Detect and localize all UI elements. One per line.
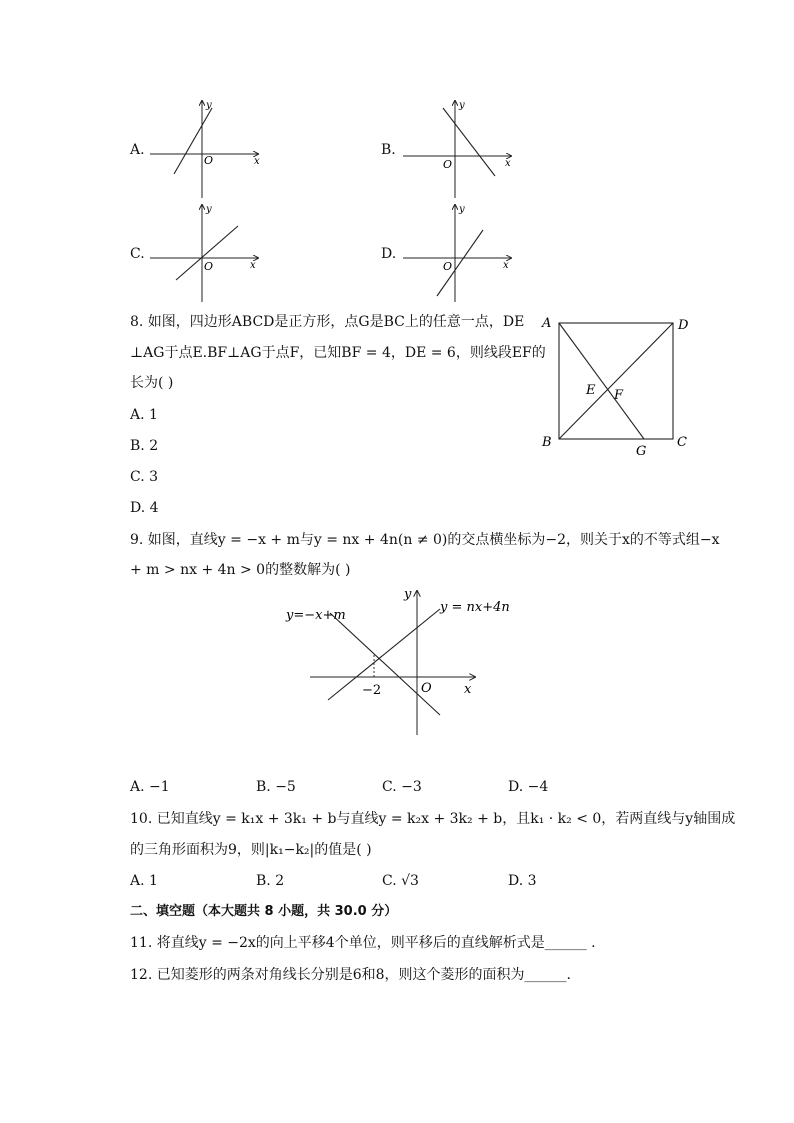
vertex-d-label: D	[678, 318, 689, 333]
y-label: y	[404, 587, 412, 602]
q12-text: 12. 已知菱形的两条对角线长分别是6和8，则这个菱形的面积为______.	[130, 967, 571, 983]
y-label: y	[459, 100, 465, 111]
graph-d	[403, 200, 523, 304]
point-e-label: E	[586, 383, 596, 398]
point-g-label: G	[636, 444, 647, 459]
q8-line-2: ⊥AG于点E.BF⊥AG于点F，已知BF = 4，DE = 6，则线段EF的	[130, 345, 546, 361]
graph-b	[403, 96, 523, 200]
q10-line-1: 10. 已知直线y = k₁x + 3k₁ + b与直线y = k₂x + 3k₂ + b，且k₁ · k₂ < 0，若两直线与y轴围成	[130, 811, 736, 827]
q8-option-a: A. 1	[130, 407, 158, 423]
line-neg-x-plus-m	[330, 613, 440, 715]
vertex-b-label: B	[542, 435, 552, 450]
q8-option-b: B. 2	[130, 438, 159, 454]
q9-line-1: 9. 如图，直线y = −x + m与y = nx + 4n(n ≠ 0)的交点横坐标为−2，则关于x的不等式组−x	[130, 532, 720, 548]
square-figure	[538, 310, 698, 460]
q10-option-b: B. 2	[256, 873, 285, 889]
vertex-a-label: A	[542, 316, 552, 331]
q10-option-a: A. 1	[130, 873, 158, 889]
x-label: x	[250, 260, 256, 271]
q9-option-d: D. −4	[508, 779, 549, 795]
origin-label: O	[443, 158, 453, 171]
tick-label: −2	[362, 683, 382, 698]
x-label: x	[464, 682, 472, 697]
q9-option-c: C. −3	[382, 779, 422, 795]
q8-line-1: 8. 如图，四边形ABCD是正方形，点G是BC上的任意一点，DE	[130, 314, 525, 330]
x-label: x	[503, 260, 509, 271]
q10-option-d: D. 3	[508, 873, 537, 889]
section-heading: 二、填空题（本大题共 8 小题，共 30.0 分）	[130, 904, 398, 919]
line2-label: y = nx+4n	[440, 600, 510, 615]
x-label: x	[505, 158, 511, 169]
segment-ag	[559, 323, 644, 439]
origin-label: O	[204, 154, 214, 167]
y-label: y	[459, 204, 465, 215]
option-b-label: B.	[381, 142, 396, 158]
y-label: y	[206, 100, 212, 111]
q8-option-c: C. 3	[130, 469, 159, 485]
option-d-label: D.	[381, 246, 397, 262]
vertex-c-label: C	[677, 435, 687, 450]
x-label: x	[254, 156, 260, 167]
graph-c	[150, 200, 270, 304]
q9-option-a: A. −1	[130, 779, 170, 795]
graph-a	[150, 96, 270, 200]
q8-option-d: D. 4	[130, 500, 159, 516]
option-c-label: C.	[130, 246, 145, 262]
q10-line-2: 的三角形面积为9，则|k₁−k₂|的值是( )	[130, 842, 372, 858]
option-a-label: A.	[130, 142, 145, 158]
line1-label: y=−x+m	[286, 608, 346, 623]
y-label: y	[206, 204, 212, 215]
q9-line-2: + m > nx + 4n > 0的整数解为( )	[130, 562, 351, 578]
point-f-label: F	[614, 388, 624, 403]
origin-label: O	[204, 260, 214, 273]
origin-label: O	[443, 260, 453, 273]
q9-figure	[280, 585, 510, 745]
segment-db	[559, 323, 673, 439]
origin-label: O	[421, 681, 432, 696]
q8-line-3: 长为( )	[130, 375, 174, 391]
q11-text: 11. 将直线y = −2x的向上平移4个单位，则平移后的直线解析式是______ .	[130, 935, 596, 951]
q9-option-b: B. −5	[256, 779, 296, 795]
q10-option-c: C. √3	[382, 873, 419, 889]
